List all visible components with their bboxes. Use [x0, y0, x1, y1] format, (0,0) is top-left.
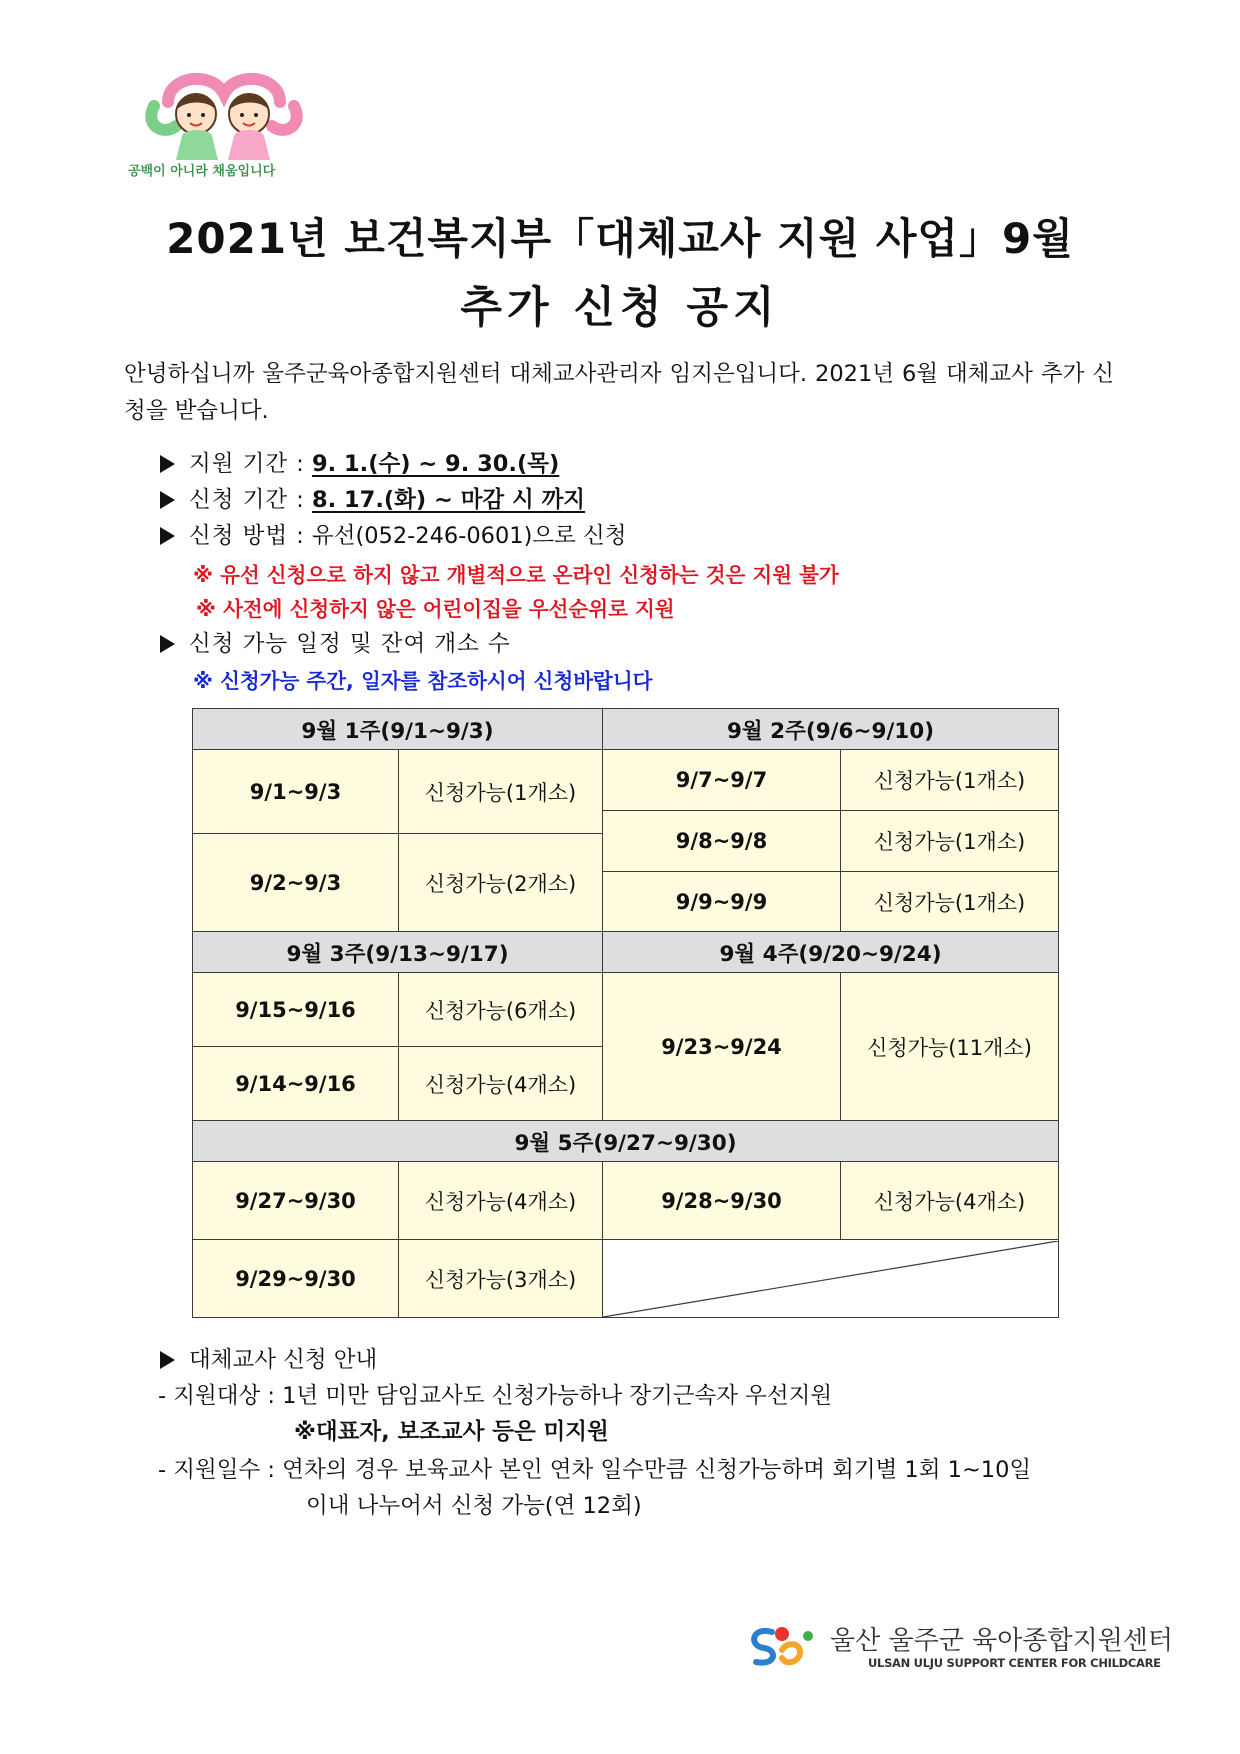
status-cell: 신청가능(4개소): [399, 1162, 603, 1240]
support-days: - 지원일수 : 연차의 경우 보육교사 본인 연차 일수만큼 신청가능하며 회기별 1회 1~10일: [158, 1457, 1032, 1483]
application-period: 신청 기간 : 8. 17.(화) ~ 마감 시 까지: [160, 482, 585, 514]
week-header: 9월 2주(9/6~9/10): [603, 709, 1059, 750]
support-target: - 지원대상 : 1년 미만 담임교사도 신청가능하나 장기근속자 우선지원: [158, 1383, 833, 1409]
schedule-guide-note: ※ 신청가능 주간, 일자를 참조하시어 신청바랍니다: [193, 669, 653, 693]
date-cell: 9/9~9/9: [603, 872, 841, 932]
schedule-heading: 신청 가능 일정 및 잔여 개소 수: [160, 626, 511, 658]
status-cell: 신청가능(3개소): [399, 1240, 603, 1318]
logo-slogan: 공백이 아니라 채움입니다: [128, 164, 276, 179]
footer-org-name-en: ULSAN ULJU SUPPORT CENTER FOR CHILDCARE: [868, 1656, 1161, 1670]
guide-heading: 대체교사 신청 안내: [160, 1342, 377, 1374]
warning-note-online: ※ 유선 신청으로 하지 않고 개별적으로 온라인 신청하는 것은 지원 불가: [193, 563, 839, 587]
status-cell: 신청가능(4개소): [841, 1162, 1059, 1240]
bullet-triangle-icon: [160, 455, 175, 473]
date-cell: 9/27~9/30: [193, 1162, 399, 1240]
week-header: 9월 3주(9/13~9/17): [193, 932, 603, 973]
status-cell: 신청가능(11개소): [841, 973, 1059, 1121]
footer-org-name: 울산 울주군 육아종합지원센터: [830, 1626, 1174, 1656]
date-cell: 9/15~9/16: [193, 973, 399, 1047]
bullet-triangle-icon: [160, 527, 175, 545]
application-method: 신청 방법 : 유선(052-246-0601)으로 신청: [160, 518, 627, 550]
support-period: 지원 기간 : 9. 1.(수) ~ 9. 30.(목): [160, 446, 559, 478]
schedule-table: [192, 708, 1059, 1318]
date-cell: 9/8~9/8: [603, 811, 841, 872]
status-cell: 신청가능(2개소): [399, 834, 603, 932]
date-cell: 9/14~9/16: [193, 1047, 399, 1121]
status-cell: 신청가능(1개소): [399, 750, 603, 834]
status-cell: 신청가능(1개소): [841, 750, 1059, 811]
bullet-triangle-icon: [160, 635, 175, 653]
bullet-triangle-icon: [160, 1351, 175, 1369]
warning-note-priority: ※ 사전에 신청하지 않은 어린이집을 우선순위로 지원: [196, 597, 675, 621]
date-cell: 9/7~9/7: [603, 750, 841, 811]
intro-paragraph: 안녕하십니까 울주군육아종합지원센터 대체교사관리자 임지은입니다. 2021년 6월 대체교사 추가 신청을 받습니다.: [124, 361, 1114, 424]
support-target-note: ※대표자, 보조교사 등은 미지원: [294, 1419, 609, 1445]
date-cell: 9/29~9/30: [193, 1240, 399, 1318]
page-subtitle: 추가 신청 공지: [460, 283, 780, 333]
date-cell: 9/2~9/3: [193, 834, 399, 932]
status-cell: 신청가능(1개소): [841, 872, 1059, 932]
week-header: 9월 4주(9/20~9/24): [603, 932, 1059, 973]
week-header: 9월 5주(9/27~9/30): [193, 1121, 1059, 1162]
status-cell: 신청가능(6개소): [399, 973, 603, 1047]
footer-logo-icon: [742, 1620, 822, 1670]
diagonal-slash: [603, 1241, 1058, 1317]
bullet-triangle-icon: [160, 491, 175, 509]
page-title: 2021년 보건복지부「대체교사 지원 사업」9월: [166, 214, 1074, 263]
week-header: 9월 1주(9/1~9/3): [193, 709, 603, 750]
date-cell: 9/1~9/3: [193, 750, 399, 834]
support-days-cont: 이내 나누어서 신청 가능(연 12회): [306, 1493, 642, 1519]
empty-cell: [603, 1240, 1059, 1318]
date-cell: 9/28~9/30: [603, 1162, 841, 1240]
status-cell: 신청가능(4개소): [399, 1047, 603, 1121]
status-cell: 신청가능(1개소): [841, 811, 1059, 872]
date-cell: 9/23~9/24: [603, 973, 841, 1121]
